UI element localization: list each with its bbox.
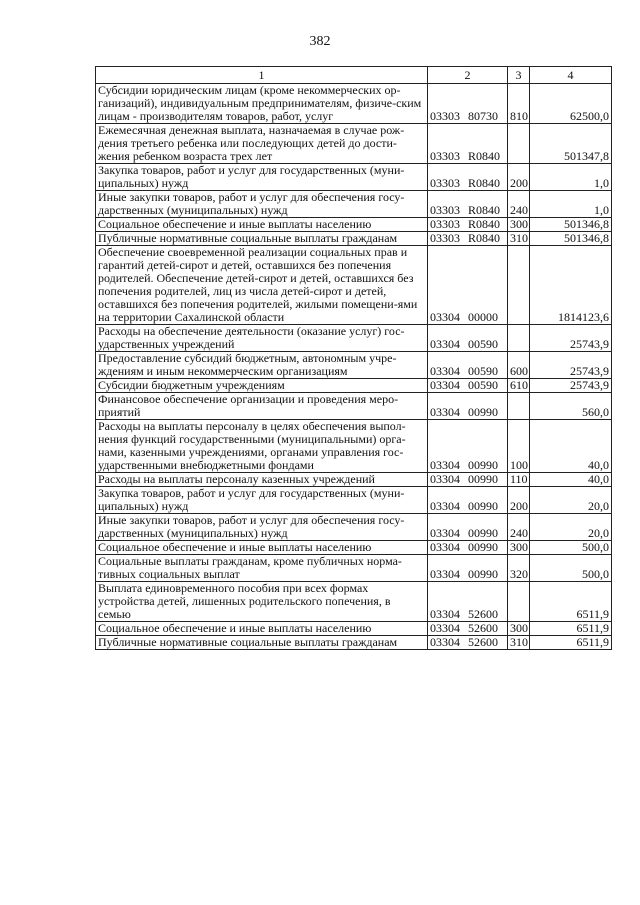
row-code-direction: 52600 <box>468 607 498 621</box>
row-description: Иные закупки товаров, работ и услуг для обеспечения госу-дарственных (муниципальных) нужд <box>96 514 428 541</box>
row-code-direction: 52600 <box>468 635 498 649</box>
row-code-program: 03304 <box>430 458 460 472</box>
row-amount: 40,0 <box>530 473 612 487</box>
row-amount: 500,0 <box>530 541 612 555</box>
table-row <box>96 84 612 124</box>
row-code-direction: R0840 <box>468 149 501 163</box>
row-description: Обеспечение своевременной реализации социальных прав и гарантий детей-сирот и детей, оставшихся без попечения родителей. Обеспечение детей-сирот и детей, оставшихся без попечения родителей, лиц из числа детей-сирот и детей, оставшихся без попечения родителей, жилыми помещени-ями на территории Сахалинской области <box>96 246 428 325</box>
table-row <box>96 218 612 232</box>
row-description: Предоставление субсидий бюджетным, автономным учре-ждениям и иным некоммерческим организациям <box>96 352 428 379</box>
row-amount: 1,0 <box>530 164 612 191</box>
table-row <box>96 582 612 622</box>
row-description: Субсидии бюджетным учреждениям <box>96 379 428 393</box>
table-row <box>96 636 612 650</box>
row-description: Иные закупки товаров, работ и услуг для обеспечения госу-дарственных (муниципальных) нужд <box>96 191 428 218</box>
row-description: Закупка товаров, работ и услуг для государственных (муни-ципальных) нужд <box>96 164 428 191</box>
header-row <box>96 67 612 84</box>
row-expense-type: 610 <box>508 379 530 393</box>
table-row <box>96 420 612 473</box>
row-code-direction: 80730 <box>468 109 498 123</box>
row-code <box>428 622 508 636</box>
table-row <box>96 473 612 487</box>
row-description: Выплата единовременного пособия при всех формах устройства детей, лишенных родительского попечения, в семью <box>96 582 428 622</box>
row-code <box>428 164 508 191</box>
row-description: Расходы на выплаты персоналу казенных учреждений <box>96 473 428 487</box>
row-expense-type: 240 <box>508 514 530 541</box>
row-expense-type: 310 <box>508 232 530 246</box>
header-col-4: 4 <box>530 67 612 84</box>
budget-table <box>95 66 612 650</box>
row-expense-type <box>508 246 530 325</box>
row-amount: 20,0 <box>530 487 612 514</box>
row-expense-type: 810 <box>508 84 530 124</box>
row-description: Социальное обеспечение и иные выплаты населению <box>96 622 428 636</box>
row-description: Расходы на обеспечение деятельности (оказание услуг) гос-ударственных учреждений <box>96 325 428 352</box>
row-code-program: 03304 <box>430 540 460 554</box>
row-amount: 501347,8 <box>530 124 612 164</box>
row-amount: 20,0 <box>530 514 612 541</box>
row-code-direction: 00990 <box>468 405 498 419</box>
row-code-program: 03304 <box>430 607 460 621</box>
row-description: Социальное обеспечение и иные выплаты населению <box>96 541 428 555</box>
row-description: Финансовое обеспечение организации и проведения меро-приятий <box>96 393 428 420</box>
row-expense-type: 300 <box>508 622 530 636</box>
row-amount: 501346,8 <box>530 218 612 232</box>
header-col-3: 3 <box>508 67 530 84</box>
row-amount: 25743,9 <box>530 379 612 393</box>
row-code-program: 03303 <box>430 109 460 123</box>
row-code <box>428 541 508 555</box>
row-code-direction: 00990 <box>468 567 498 581</box>
row-amount: 25743,9 <box>530 352 612 379</box>
row-expense-type: 600 <box>508 352 530 379</box>
row-expense-type <box>508 393 530 420</box>
table-row <box>96 555 612 582</box>
table-row <box>96 164 612 191</box>
row-code <box>428 393 508 420</box>
row-code <box>428 555 508 582</box>
row-amount: 560,0 <box>530 393 612 420</box>
row-code-program: 03303 <box>430 217 460 231</box>
row-expense-type: 240 <box>508 191 530 218</box>
row-amount: 6511,9 <box>530 582 612 622</box>
row-description: Социальные выплаты гражданам, кроме публичных норма-тивных социальных выплат <box>96 555 428 582</box>
table-row <box>96 232 612 246</box>
row-code-program: 03304 <box>430 364 460 378</box>
header-col-2: 2 <box>428 67 508 84</box>
table-row <box>96 514 612 541</box>
row-expense-type: 300 <box>508 218 530 232</box>
row-code-direction: 00000 <box>468 310 498 324</box>
row-code-direction: 52600 <box>468 621 498 635</box>
header-col-1: 1 <box>96 67 428 84</box>
row-code-direction: 00990 <box>468 458 498 472</box>
row-code-program: 03304 <box>430 405 460 419</box>
row-code <box>428 232 508 246</box>
row-code <box>428 325 508 352</box>
row-code-program: 03304 <box>430 337 460 351</box>
row-code-direction: R0840 <box>468 231 501 245</box>
row-amount: 501346,8 <box>530 232 612 246</box>
row-code-direction: R0840 <box>468 176 501 190</box>
row-code <box>428 352 508 379</box>
row-code-program: 03304 <box>430 378 460 392</box>
row-expense-type: 200 <box>508 487 530 514</box>
row-amount: 500,0 <box>530 555 612 582</box>
row-expense-type <box>508 325 530 352</box>
row-code-program: 03303 <box>430 176 460 190</box>
row-code-program: 03304 <box>430 621 460 635</box>
row-code-program: 03304 <box>430 472 460 486</box>
row-code-direction: 00590 <box>468 364 498 378</box>
table-row <box>96 393 612 420</box>
table-body <box>96 84 612 650</box>
row-code <box>428 473 508 487</box>
row-amount: 1,0 <box>530 191 612 218</box>
row-code-direction: 00990 <box>468 526 498 540</box>
row-expense-type <box>508 124 530 164</box>
row-description: Ежемесячная денежная выплата, назначаемая в случае рож-дения третьего ребенка или последующих детей до дости-жения ребенком возраста трех лет <box>96 124 428 164</box>
row-code-program: 03304 <box>430 499 460 513</box>
row-amount: 62500,0 <box>530 84 612 124</box>
table-row <box>96 541 612 555</box>
row-code-direction: 00990 <box>468 540 498 554</box>
row-code-direction: 00590 <box>468 378 498 392</box>
row-code-program: 03304 <box>430 526 460 540</box>
row-code-program: 03304 <box>430 635 460 649</box>
row-code <box>428 379 508 393</box>
row-code <box>428 124 508 164</box>
row-code-program: 03304 <box>430 310 460 324</box>
table-row <box>96 487 612 514</box>
row-amount: 1814123,6 <box>530 246 612 325</box>
row-code-direction: 00590 <box>468 337 498 351</box>
row-code <box>428 514 508 541</box>
table-row <box>96 379 612 393</box>
table-row <box>96 325 612 352</box>
row-amount: 6511,9 <box>530 622 612 636</box>
row-description: Расходы на выплаты персоналу в целях обеспечения выпол-нения функций государственными (муниципальными) орга-нами, казенными учреждениями, органами управления гос-ударственными внебюджетными фондами <box>96 420 428 473</box>
page-number: 382 <box>309 34 331 49</box>
row-code-program: 03303 <box>430 231 460 245</box>
row-description: Закупка товаров, работ и услуг для государственных (муни-ципальных) нужд <box>96 487 428 514</box>
row-code-program: 03304 <box>430 567 460 581</box>
row-code <box>428 487 508 514</box>
row-code <box>428 420 508 473</box>
row-expense-type: 110 <box>508 473 530 487</box>
row-code-program: 03303 <box>430 149 460 163</box>
row-code <box>428 246 508 325</box>
row-description: Публичные нормативные социальные выплаты гражданам <box>96 636 428 650</box>
row-code-program: 03303 <box>430 203 460 217</box>
table-row <box>96 124 612 164</box>
row-expense-type: 300 <box>508 541 530 555</box>
row-expense-type: 200 <box>508 164 530 191</box>
row-expense-type: 320 <box>508 555 530 582</box>
row-description: Публичные нормативные социальные выплаты гражданам <box>96 232 428 246</box>
row-code <box>428 218 508 232</box>
table-row <box>96 352 612 379</box>
row-expense-type: 310 <box>508 636 530 650</box>
row-code <box>428 191 508 218</box>
row-code-direction: R0840 <box>468 203 501 217</box>
row-expense-type: 100 <box>508 420 530 473</box>
row-amount: 40,0 <box>530 420 612 473</box>
row-code <box>428 636 508 650</box>
row-amount: 25743,9 <box>530 325 612 352</box>
row-description: Социальное обеспечение и иные выплаты населению <box>96 218 428 232</box>
row-code-direction: 00990 <box>468 499 498 513</box>
row-code <box>428 582 508 622</box>
table-row <box>96 622 612 636</box>
row-expense-type <box>508 582 530 622</box>
row-code-direction: R0840 <box>468 217 501 231</box>
row-code-direction: 00990 <box>468 472 498 486</box>
row-amount: 6511,9 <box>530 636 612 650</box>
row-description: Субсидии юридическим лицам (кроме некоммерческих ор-ганизаций), индивидуальным предпринимателям, физиче-ским лицам - производителям товаров, работ, услуг <box>96 84 428 124</box>
row-code <box>428 84 508 124</box>
table-row <box>96 246 612 325</box>
table-row <box>96 191 612 218</box>
